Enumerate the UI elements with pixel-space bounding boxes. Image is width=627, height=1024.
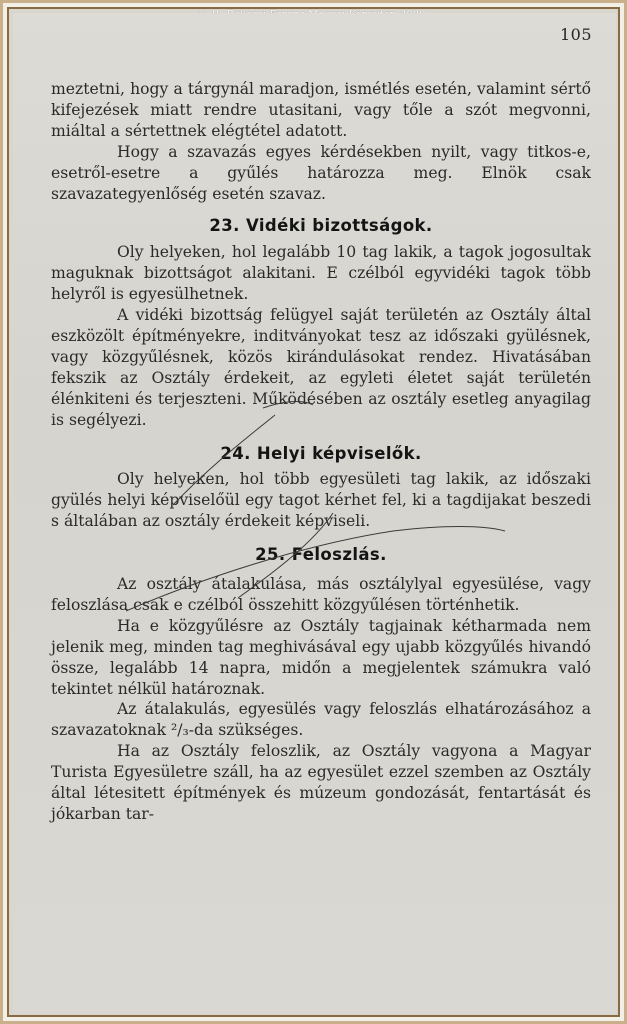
paragraph-intro-1: meztetni, hogy a tárgynál maradjon, ismétlés esetén, valamint sértő kifejezések miatt rendre utasitani, vagy tőle a szót megvonni, miáltal a sértettnek elégtétel adatott. xyxy=(51,80,591,140)
paragraph-25-2: Ha e közgyűlésre az Osztály tagjainak kétharmada nem jelenik meg, minden tag meghivásával egy ujabb közgyűlés hivandó össze, legalább 14 napra, midőn a megjelentek számukra való tekintet nélkül határoznak. xyxy=(51,616,591,698)
page-body xyxy=(51,79,591,825)
paragraph-25-1: Az osztály átalakulása, más osztálylyal egyesülése, vagy feloszlása csak e czélból összehitt közgyűlésen történhetik. xyxy=(51,575,591,614)
paragraph-25-4: Ha az Osztály feloszlik, az Osztály vagyona a Magyar Turista Egyesületre száll, ha az egyesület ezzel szemben az Osztály által létesitett építmények és múzeum gondozását, fentartását és jókarban tar- xyxy=(51,742,591,823)
book-page xyxy=(13,13,616,1013)
paragraph-intro-2: Hogy a szavazás egyes kérdésekben nyilt, vagy titkos-e, esetről-esetre a gyűlés határozza meg. Elnök csak szavazategyenlőség esetén szavaz. xyxy=(51,142,591,203)
paragraph-24-1: Oly helyeken, hol több egyesületi tag lakik, az időszaki gyülés helyi képviselőül egy tagot kérhet fel, ki a tagdijakat beszedi s általában az osztály érdekeit képviseli. xyxy=(51,470,591,531)
page-number: 105 xyxy=(559,25,592,44)
paragraph-23-2: A vidéki bizottság felügyel saját területén az Osztály által eszközölt építményekre, inditványokat tesz az időszaki gyülésnek, vagy közgyűlésnek, közös kirándulásokat rendez. Hivatásában fekszik az Osztály érdekeit, az egyleti életet saját területén élénkiteni és terjeszteni. Működésében az osztály esetleg anyagilag is segélyezi. xyxy=(51,306,591,429)
section-heading-24: 24. Helyi képviselők. xyxy=(220,443,422,463)
paragraph-23-1: Oly helyeken, hol legalább 10 tag lakik, a tagok jogosultak maguknak bizottságot alakitani. E czélból egyvidéki tagok több helyről is egyesülhetnek. xyxy=(51,243,591,304)
section-heading-23: 23. Vidéki bizottságok. xyxy=(209,216,433,236)
paragraph-25-3: Az átalakulás, egyesülés vagy feloszlás elhatározásához a szavazatoknak ²/₃-da szükséges. xyxy=(51,700,591,740)
section-heading-25: 25. Feloszlás. xyxy=(255,545,387,565)
